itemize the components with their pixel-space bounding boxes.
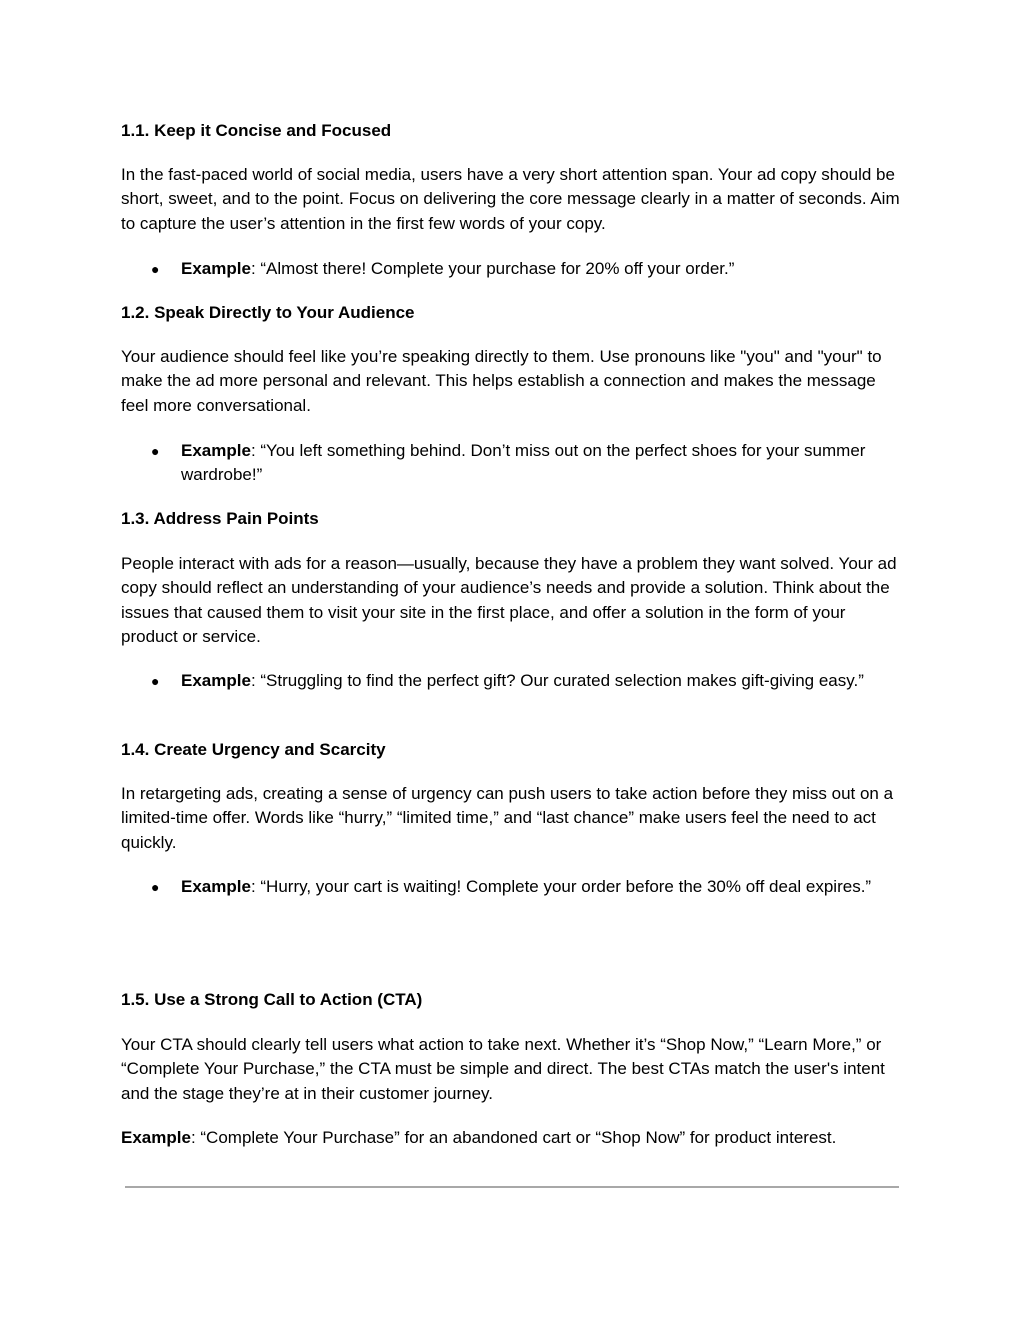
example-label: Example	[181, 877, 251, 896]
example-label: Example	[121, 1128, 191, 1147]
bullet-dot: ●	[151, 443, 160, 459]
bullet-dot: ●	[151, 673, 160, 689]
example-quote: : “Struggling to find the perfect gift? Our curated selection makes gift-giving easy.”	[250, 671, 864, 690]
example-text	[181, 875, 881, 899]
example-quote: : “Complete Your Purchase” for an abandoned cart or “Shop Now” for product interest.	[190, 1128, 837, 1147]
example-quote: : “You left something behind. Don’t miss out on the perfect shoes for your summer wardrobe!”	[181, 441, 866, 485]
example-line	[121, 1126, 906, 1150]
section-heading: 1.3. Address Pain Points	[121, 509, 319, 528]
section-heading: 1.1. Keep it Concise and Focused	[121, 121, 392, 140]
example-quote: : “Almost there! Complete your purchase for 20% off your order.”	[250, 259, 735, 278]
example-quote: : “Hurry, your cart is waiting! Complete your order before the 30% off deal expires.”	[250, 877, 872, 896]
section-paragraph: People interact with ads for a reason—usually, because they have a problem they want solved. Your ad copy should reflect an understanding of your audience’s needs and provide a solution. Think about the issues that caused them to visit your site in the first place, and offer a solution in the form of your product or service.	[121, 554, 897, 647]
example-text	[181, 257, 881, 281]
example-text	[181, 669, 881, 693]
bullet-dot: ●	[151, 879, 160, 895]
section-paragraph: Your CTA should clearly tell users what action to take next. Whether it’s “Shop Now,” “Learn More,” or “Complete Your Purchase,” the CTA must be simple and direct. The best CTAs match the user's intent and the stage they’re at in their customer journey.	[121, 1035, 885, 1103]
section-paragraph: In retargeting ads, creating a sense of urgency can push users to take action before they miss out on a limited-time offer. Words like “hurry,” “limited time,” and “last chance” make users feel the need to act quickly.	[121, 784, 894, 852]
example-label: Example	[181, 441, 251, 460]
section-heading: 1.2. Speak Directly to Your Audience	[121, 303, 415, 322]
example-text	[181, 439, 881, 488]
example-label: Example	[181, 259, 251, 278]
section-heading: 1.5. Use a Strong Call to Action (CTA)	[121, 990, 423, 1009]
section-paragraph: In the fast-paced world of social media, users have a very short attention span. Your ad copy should be short, sweet, and to the point. Focus on delivering the core message clearly in a matter of seconds. Aim to capture the user’s attention in the first few words of your copy.	[121, 165, 900, 233]
bullet-dot: ●	[151, 261, 160, 277]
section-heading: 1.4. Create Urgency and Scarcity	[121, 740, 386, 759]
section-paragraph: Your audience should feel like you’re speaking directly to them. Use pronouns like "you" and "your" to make the ad more personal and relevant. This helps establish a connection and makes the message feel more conversational.	[121, 347, 882, 415]
horizontal-divider	[125, 1186, 899, 1188]
example-label: Example	[181, 671, 251, 690]
